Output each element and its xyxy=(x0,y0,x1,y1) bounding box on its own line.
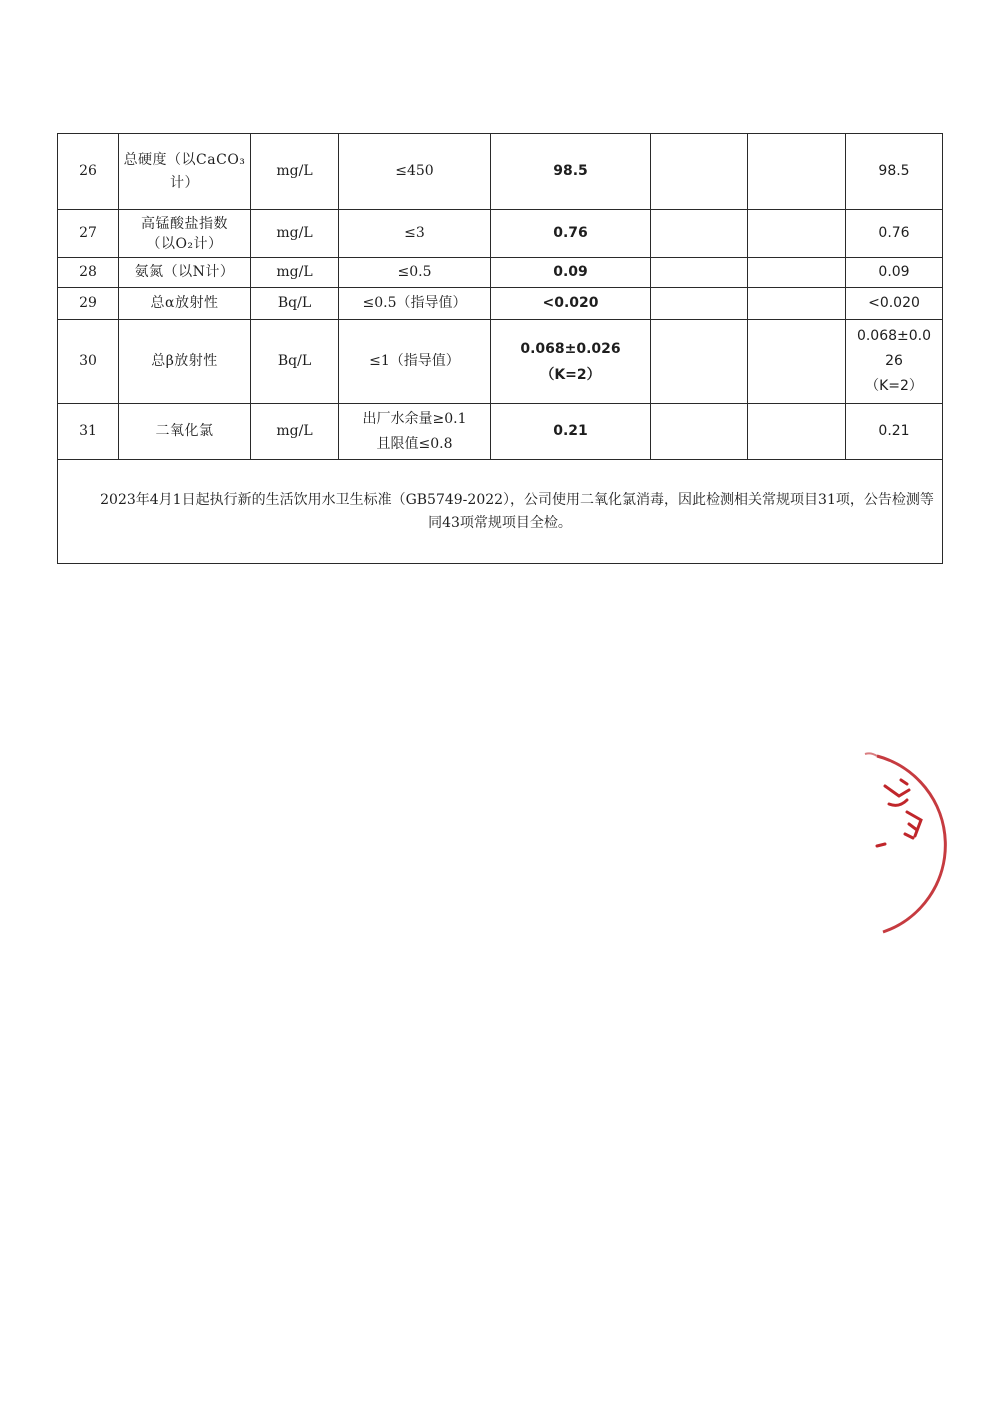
seal-text-glyphs xyxy=(877,780,921,846)
result-cell-final: 0.21 xyxy=(846,404,943,460)
unit-cell: Bq/L xyxy=(251,320,339,404)
unit-cell: mg/L xyxy=(251,258,339,288)
seal-ring-fade xyxy=(865,753,877,756)
item-name: 总硬度（以CaCO₃ 计） xyxy=(119,134,251,210)
empty-cell xyxy=(748,134,846,210)
item-name: 高锰酸盐指数 （以O₂计） xyxy=(119,210,251,258)
unit-cell: mg/L xyxy=(251,404,339,460)
empty-cell xyxy=(748,258,846,288)
empty-cell xyxy=(651,134,748,210)
result-cell-final: 98.5 xyxy=(846,134,943,210)
result-cell: 0.21 xyxy=(491,404,651,460)
empty-cell xyxy=(748,288,846,320)
result-cell-final: 0.76 xyxy=(846,210,943,258)
row-number: 27 xyxy=(58,210,119,258)
standard-note: 2023年4月1日起执行新的生活饮用水卫生标准（GB5749-2022），公司使用二氧化氯消毒，因此检测相关常规项目31项，公告检测等同43项常规项目全检。 xyxy=(58,460,943,564)
result-cell-final: <0.020 xyxy=(846,288,943,320)
limit-cell: ≤3 xyxy=(339,210,491,258)
result-cell-final: 0.068±0.0 26 （K=2） xyxy=(846,320,943,404)
empty-cell xyxy=(748,404,846,460)
table-row xyxy=(58,288,943,320)
empty-cell xyxy=(651,210,748,258)
table-row xyxy=(58,404,943,460)
note-row xyxy=(58,460,943,564)
result-cell: 0.068±0.026 （K=2） xyxy=(491,320,651,404)
row-number: 29 xyxy=(58,288,119,320)
unit-cell: mg/L xyxy=(251,210,339,258)
unit-cell: mg/L xyxy=(251,134,339,210)
empty-cell xyxy=(651,258,748,288)
limit-cell: 出厂水余量≥0.1 且限值≤0.8 xyxy=(339,404,491,460)
result-cell-final: 0.09 xyxy=(846,258,943,288)
limit-cell: ≤0.5（指导值） xyxy=(339,288,491,320)
seal-ring xyxy=(877,756,945,932)
limit-cell: ≤1（指导值） xyxy=(339,320,491,404)
empty-cell xyxy=(651,288,748,320)
unit-cell: Bq/L xyxy=(251,288,339,320)
result-cell: 0.09 xyxy=(491,258,651,288)
limit-cell: ≤450 xyxy=(339,134,491,210)
item-name: 总α放射性 xyxy=(119,288,251,320)
water-quality-table xyxy=(57,133,943,564)
item-name: 总β放射性 xyxy=(119,320,251,404)
company-seal-stamp xyxy=(855,750,965,950)
row-number: 26 xyxy=(58,134,119,210)
empty-cell xyxy=(651,320,748,404)
table-row xyxy=(58,320,943,404)
result-cell: 98.5 xyxy=(491,134,651,210)
table-row xyxy=(58,210,943,258)
table-row xyxy=(58,134,943,210)
empty-cell xyxy=(748,320,846,404)
item-name: 二氧化氯 xyxy=(119,404,251,460)
limit-cell: ≤0.5 xyxy=(339,258,491,288)
empty-cell xyxy=(651,404,748,460)
empty-cell xyxy=(748,210,846,258)
result-cell: <0.020 xyxy=(491,288,651,320)
row-number: 30 xyxy=(58,320,119,404)
result-cell: 0.76 xyxy=(491,210,651,258)
table-row xyxy=(58,258,943,288)
item-name: 氨氮（以N计） xyxy=(119,258,251,288)
row-number: 28 xyxy=(58,258,119,288)
row-number: 31 xyxy=(58,404,119,460)
